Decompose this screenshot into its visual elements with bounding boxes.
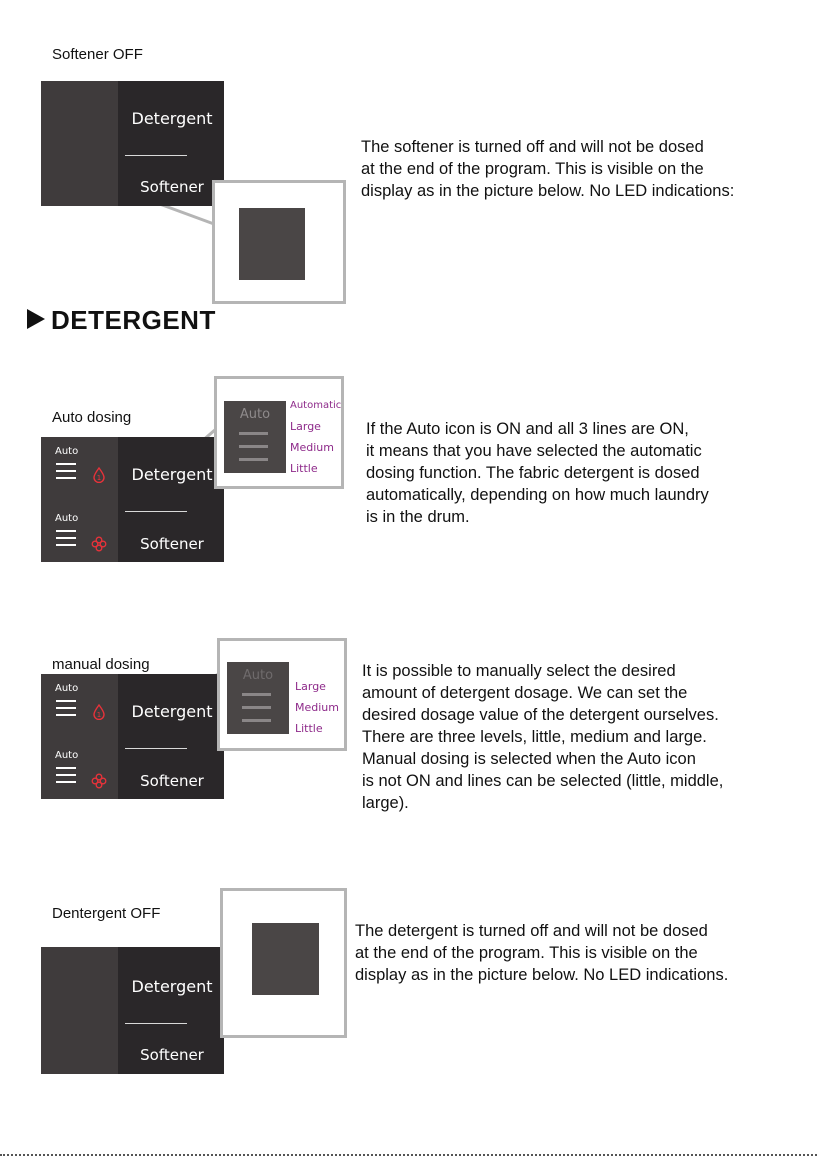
panel-divider [125,155,187,156]
panel-divider [125,511,187,512]
panel-softener-label: Softener [140,535,204,553]
detergent-off-panel [41,947,224,1074]
panel-auto-top: Auto [55,446,79,457]
panel-auto-bottom: Auto [55,750,79,761]
detergent-off-caption: Dentergent OFF [52,905,161,922]
dosing-bars-icon [56,463,76,484]
auto-dosing-zoom [214,376,344,489]
softener-off-zoom [212,180,346,304]
softener-flower-icon [91,773,107,789]
panel-divider [125,748,187,749]
zoom-level-bars-icon [242,693,271,732]
zoom-mini-display [227,662,289,734]
manual-dosing-description: It is possible to manually select the desired amount of detergent dosage. We can set the desired dosage value of the detergent ourselves. There are three levels, little, medium and large. Manual dosing is selected when the Auto icon is not ON and lines can be selected (little, middle, large). [362,662,724,812]
detergent-drop-icon [91,704,107,720]
zoom-level-list: Automatic Large Medium Little [290,400,342,475]
auto-dosing-caption: Auto dosing [52,409,132,426]
auto-dosing-panel [41,437,224,562]
zoom-auto-label: Auto [239,407,271,422]
svg-text:1: 1 [96,474,102,482]
zoom-display-off [239,208,305,280]
panel-left-area [41,947,118,1074]
panel-detergent-label: Detergent [131,109,213,128]
manual-dosing-caption: manual dosing [52,656,150,673]
panel-left-area [41,81,118,206]
panel-softener-label: Softener [140,178,204,196]
manual-dosing-zoom [217,638,347,751]
detergent-drop-icon [91,467,107,483]
zoom-level-bars-icon [239,432,268,471]
panel-detergent-label: Detergent [131,977,213,996]
softener-flower-icon [91,536,107,552]
auto-dosing-description: If the Auto icon is ON and all 3 lines are ON, it means that you have selected the automatic dosing function. The fabric detergent is dosed automatically, depending on how much laundry is in the drum. [366,420,709,526]
panel-detergent-label: Detergent [131,702,213,721]
zoom-level-list: Large Medium Little [295,680,339,735]
panel-softener-label: Softener [140,1046,204,1064]
panel-auto-top: Auto [55,683,79,694]
page-bottom-border [0,1154,817,1156]
panel-detergent-label: Detergent [131,465,213,484]
zoom-display-off [252,923,319,995]
softener-off-panel [41,81,224,206]
svg-text:1: 1 [96,711,102,719]
dosing-bars-icon [56,767,76,788]
triangle-arrow-icon [27,309,45,329]
softener-off-caption: Softener OFF [52,46,143,63]
dosing-bars-icon [56,700,76,721]
detergent-off-zoom [220,888,347,1038]
zoom-mini-display [224,401,286,473]
softener-off-description: The softener is turned off and will not be dosed at the end of the program. This is visible on the display as in the picture below. No LED indications: [361,138,735,200]
detergent-off-description: The detergent is turned off and will not be dosed at the end of the program. This is visible on the display as in the picture below. No LED indications. [355,922,729,984]
panel-auto-bottom: Auto [55,513,79,524]
dosing-bars-icon [56,530,76,551]
zoom-auto-label: Auto [242,668,274,683]
panel-divider [125,1023,187,1024]
panel-softener-label: Softener [140,772,204,790]
manual-dosing-panel [41,674,224,799]
section-heading: DETERGENT [27,305,216,336]
